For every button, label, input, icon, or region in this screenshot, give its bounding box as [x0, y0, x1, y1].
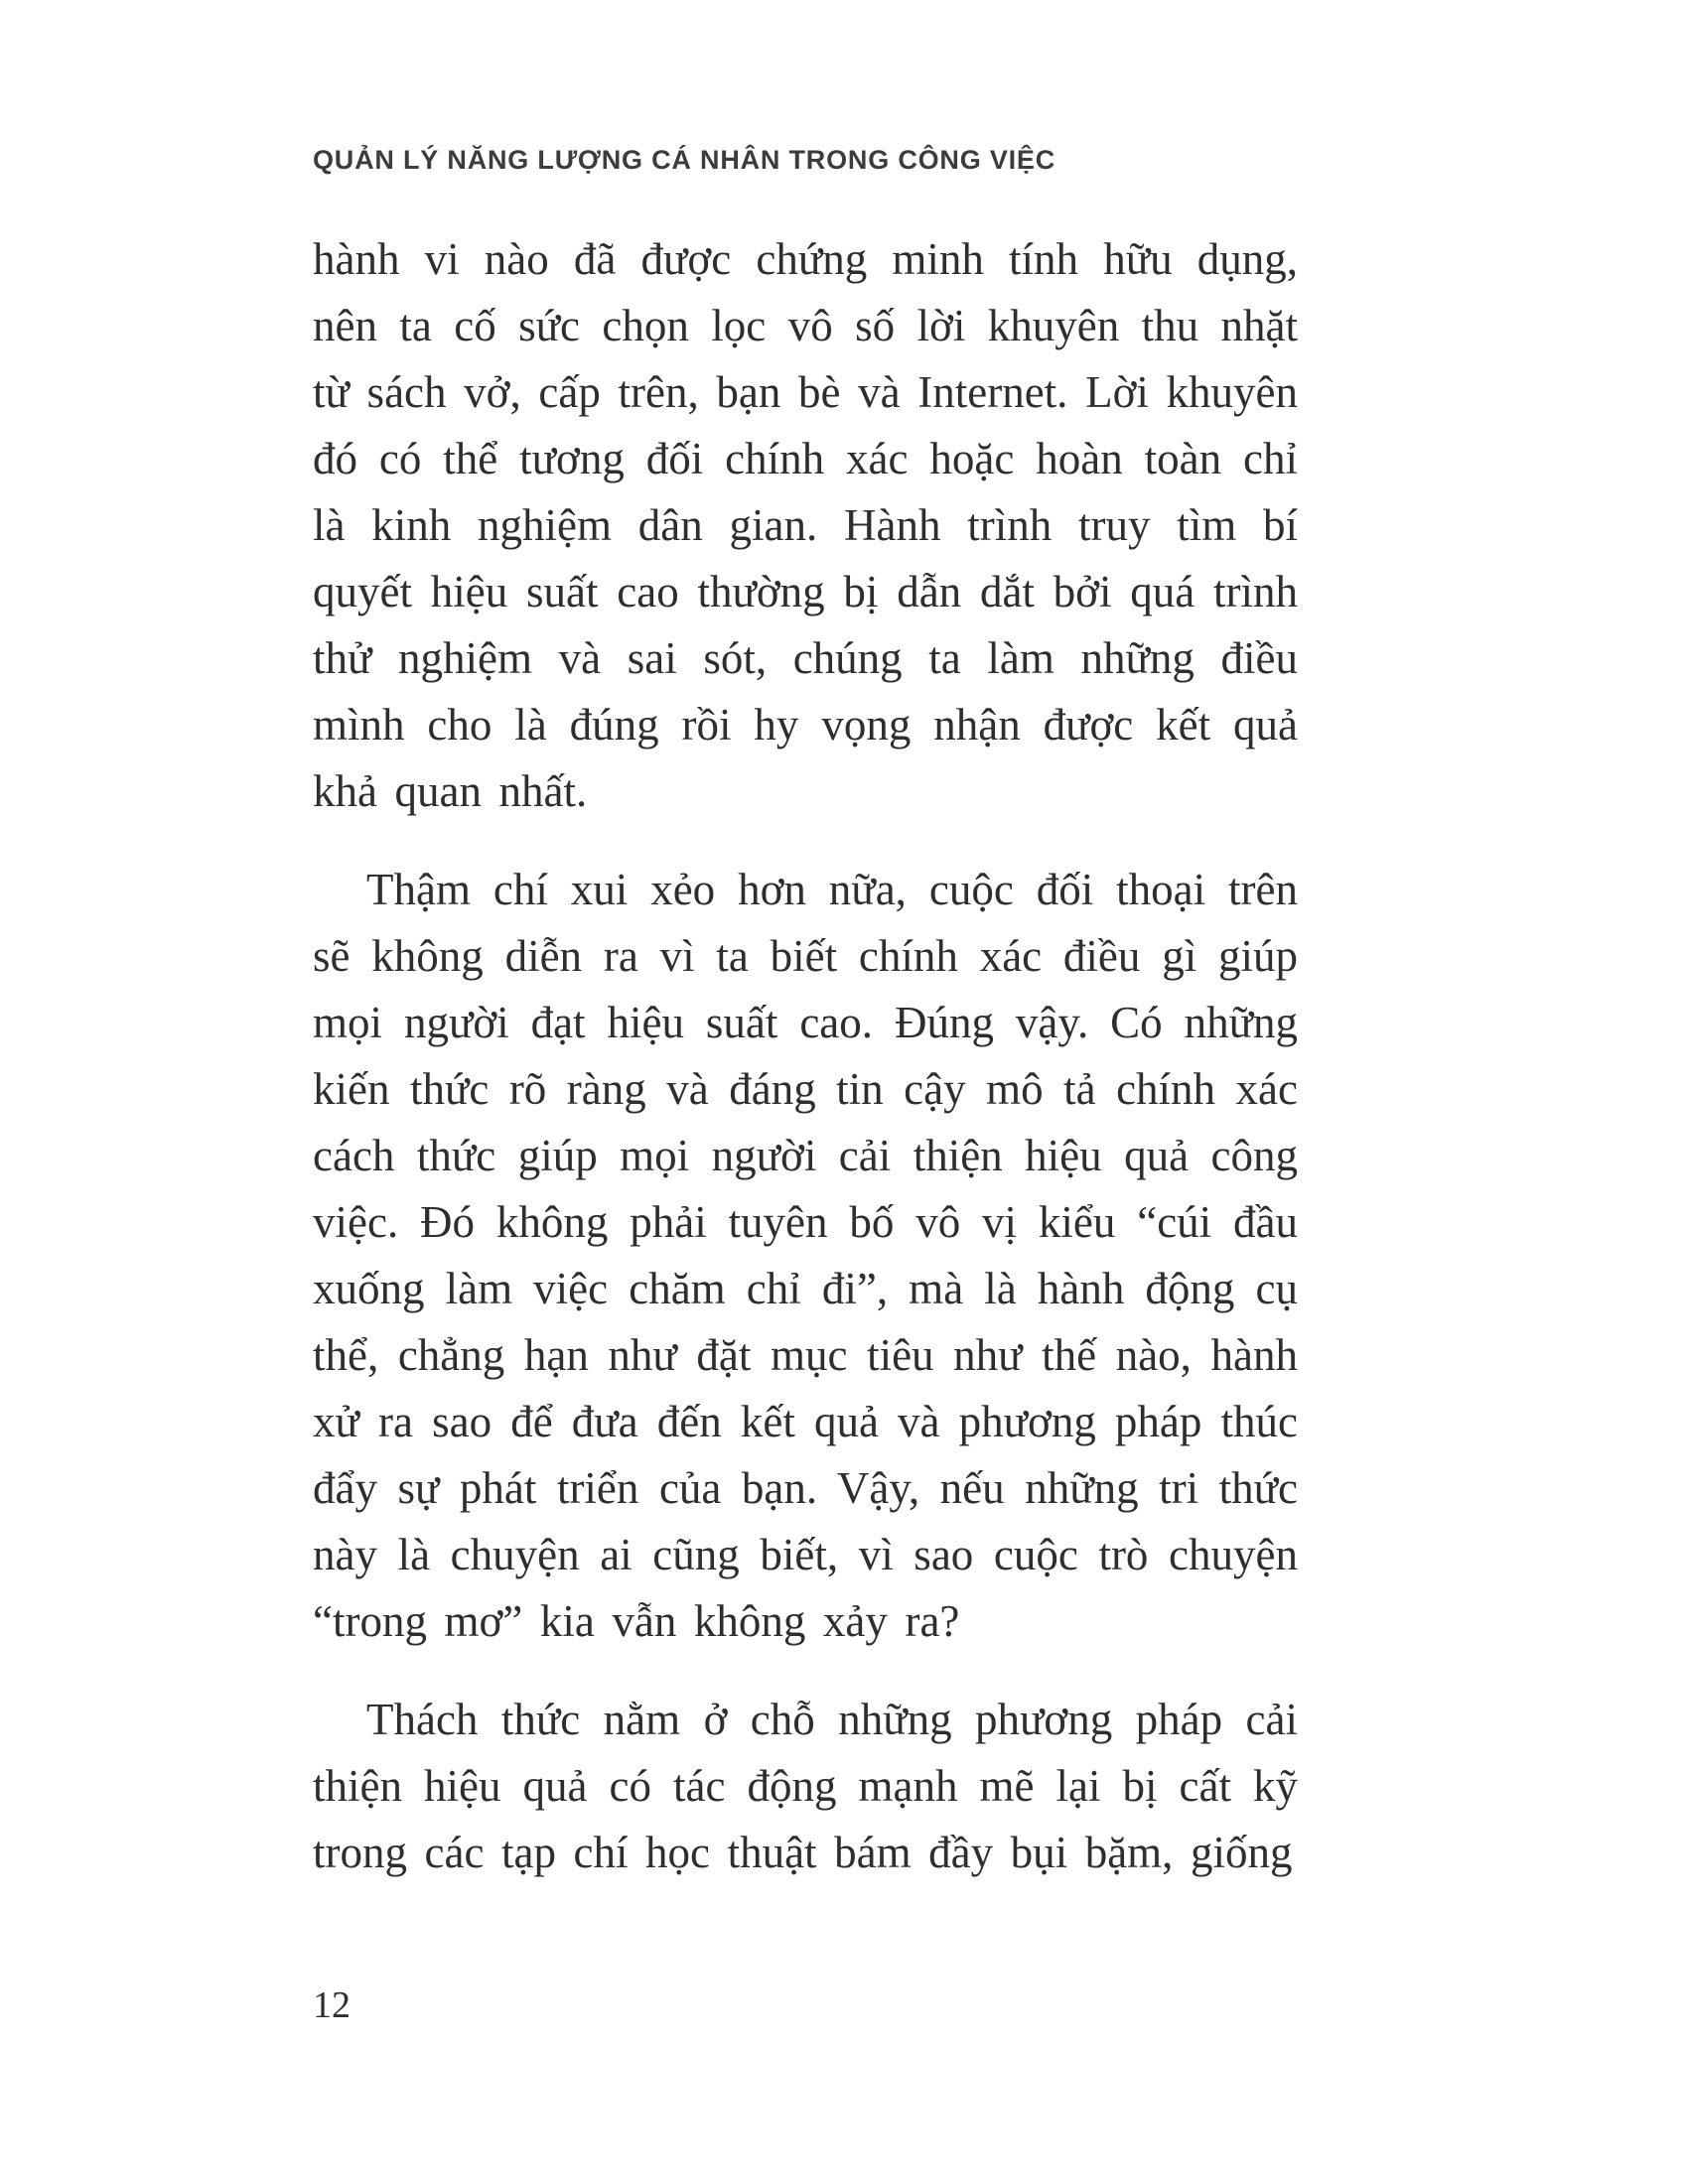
paragraph-continuation: hành vi nào đã được chứng minh tính hữu dụng, nên ta cố sức chọn lọc vô số lời khuyên thu nhặt từ sách vở, cấp trên, bạn bè và Internet. Lời khuyên đó có thể tương đối chính xác hoặc hoàn toàn chỉ là kinh nghiệm dân gian. Hành trình truy tìm bí quyết hiệu suất cao thường bị dẫn dắt bởi quá trình thử nghiệm và sai sót, chúng ta làm những điều mình cho là đúng rồi hy vọng nhận được kết quả khả quan nhất.: [313, 234, 1298, 816]
paragraph: Thách thức nằm ở chỗ những phương pháp cải thiện hiệu quả có tác động mạnh mẽ lại bị cất kỹ trong các tạp chí học thuật bám đầy bụi bặm, giống: [313, 1695, 1298, 1877]
page-number: 12: [313, 1984, 351, 2026]
running-header: QUẢN LÝ NĂNG LƯỢNG CÁ NHÂN TRONG CÔNG VIỆC: [313, 145, 1056, 175]
body-text: [313, 226, 1298, 1886]
paragraph: Thậm chí xui xẻo hơn nữa, cuộc đối thoại trên sẽ không diễn ra vì ta biết chính xác điều gì giúp mọi người đạt hiệu suất cao. Đúng vậy. Có những kiến thức rõ ràng và đáng tin cậy mô tả chính xác cách thức giúp mọi người cải thiện hiệu quả công việc. Đó không phải tuyên bố vô vị kiểu “cúi đầu xuống làm việc chăm chỉ đi”, mà là hành động cụ thể, chẳng hạn như đặt mục tiêu như thế nào, hành xử ra sao để đưa đến kết quả và phương pháp thúc đẩy sự phát triển của bạn. Vậy, nếu những tri thức này là chuyện ai cũng biết, vì sao cuộc trò chuyện “trong mơ” kia vẫn không xảy ra?: [313, 865, 1298, 1646]
